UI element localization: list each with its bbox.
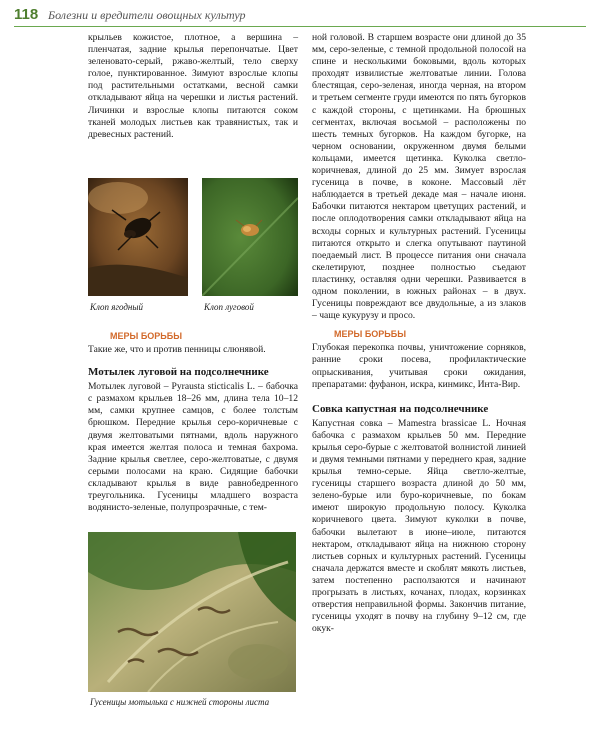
left-column-top <box>88 32 298 141</box>
control-measures-heading-1: МЕРЫ БОРЬБЫ <box>110 331 183 341</box>
section-title-cabbage-moth: Совка капустная на подсолнечнике <box>312 402 489 415</box>
caption-berry-bug: Клоп ягодный <box>90 302 143 312</box>
right-column <box>312 32 526 635</box>
section-text-meadow-moth-continued: ной головой. В старшем возрасте они длиной до 35 мм, серо-зеленые, с темной продольной полосой на спине и несколькими боковыми, вдоль которых проходят извилистые желтоватые линии. Голова блестящая, серо-зеленая, иногда черная, на втором и третьем сегменте груди имеются по пять бугорков с каждой стороны, с щетинками. На брюшных сегментах, включая восьмой – расположены по шесть темных бугорков. На каждом бугорке, на черном основании, окруженном двумя белыми кольцами, имеется щетинка. Куколка светло-коричневая, длиной до 25 мм. Зимует взрослая гусеница в почве, в коконе. Массовый лёт наблюдается в третьей декаде мая – начале июня. Бабочки питаются нектаром цветущих растений, и после оплодотворения самки откладывают яйца на всходы сорных и культурных растений. Гусеницы питаются открыто и слегка опутывают паутиной поедаемый лист. В процессе питания они сначала скелетируют, позднее полностью съедают пластинку, оставляя одни черешки. Развивается в одном поколении, в южных районах – в двух. Гусеницы повреждают все двудольные, а из злаков – чаще кукурузу и просо. <box>312 32 526 322</box>
intro-paragraph: крыльев кожистое, плотное, а вершина – пленчатая, задние крылья перепончатые. Цвет зеленовато-серый, ржаво-желтый, тело сверху голое, пунктированное. Зимуют взрослые клопы под растительными остатками, весной самки откладывают яйца на черешки и листья растений. Личинки и взрослые клопы питаются соком тканей молодых листьев как травянистых, так и древесных растений. <box>88 32 298 140</box>
photo-berry-bug <box>88 178 188 296</box>
photo-meadow-bug <box>202 178 298 296</box>
section-title-meadow-moth: Мотылек луговой на подсолнечнике <box>88 366 269 379</box>
control-measures-text-1: Такие же, что и против пенницы слюнявой. <box>88 344 266 356</box>
photo-caterpillars <box>88 532 296 692</box>
left-column-middle <box>88 324 298 514</box>
page-number: 118 <box>14 6 39 23</box>
section-text-cabbage-moth: Капустная совка – Mamestra brassicae L. Ночная бабочка с размахом крыльев 50 мм. Передние крылья серо-бурые с желтоватой волнистой линией и двумя темными пятнами у переднего края, задние крылья темно-серые. Яйца светло-желтые, гусеницы старшего возраста длиной до 50 мм, зелено-бурые или буро-коричневые, по бокам имеют широкую продольную полосу. Куколка коричневого цвета. Зимуют куколки в почве, бабочки вылетают в июне–июле, питаются нектаром, откладывают яйца на нижнюю сторону листьев сорных и культурных растений. Гусеницы сначала держатся вместе и скоблят мякоть листьев, затем постепенно расползаются и начинают прогрызать в листьях, кочанах, плодах, корзинках отверстия неправильной формы. Закончив питание, гусеницы уходят в почву на глубину 9–12 см, где окук- <box>312 417 526 635</box>
running-title: Болезни и вредители овощных культур <box>48 8 246 22</box>
page-header <box>14 6 586 27</box>
caption-caterpillars: Гусеницы мотылька с нижней стороны листа <box>90 697 270 707</box>
control-measures-text-2: Глубокая перекопка почвы, уничтожение сорняков, ранние сроки посева, профилактические опрыскивания, учитывая сроки ожидания, препаратами: фуфанон, искра, кинмикс, Инта-Вир. <box>312 342 526 390</box>
control-measures-heading-2: МЕРЫ БОРЬБЫ <box>334 329 407 340</box>
caption-meadow-bug: Клоп луговой <box>204 302 254 312</box>
section-text-meadow-moth: Мотылек луговой – Pyrausta sticticalis L. – бабочка с размахом крыльев 18–26 мм, длина тела 10–12 мм, самки крупнее самцов, с более толстым брюшком. Передние крылья серо-коричневые с двумя желтоватыми пятнами, вдоль наружного края имеется желтая полоса и темная бахрома. Задние крылья светлее, серо-желтоватые, с двумя серыми полосами на краю. Сидящие бабочки складывают крылья в виде равнобедренного треугольника. Гусеницы младшего возраста водянисто-зеленые, полупрозрачные, с тем- <box>88 381 298 514</box>
